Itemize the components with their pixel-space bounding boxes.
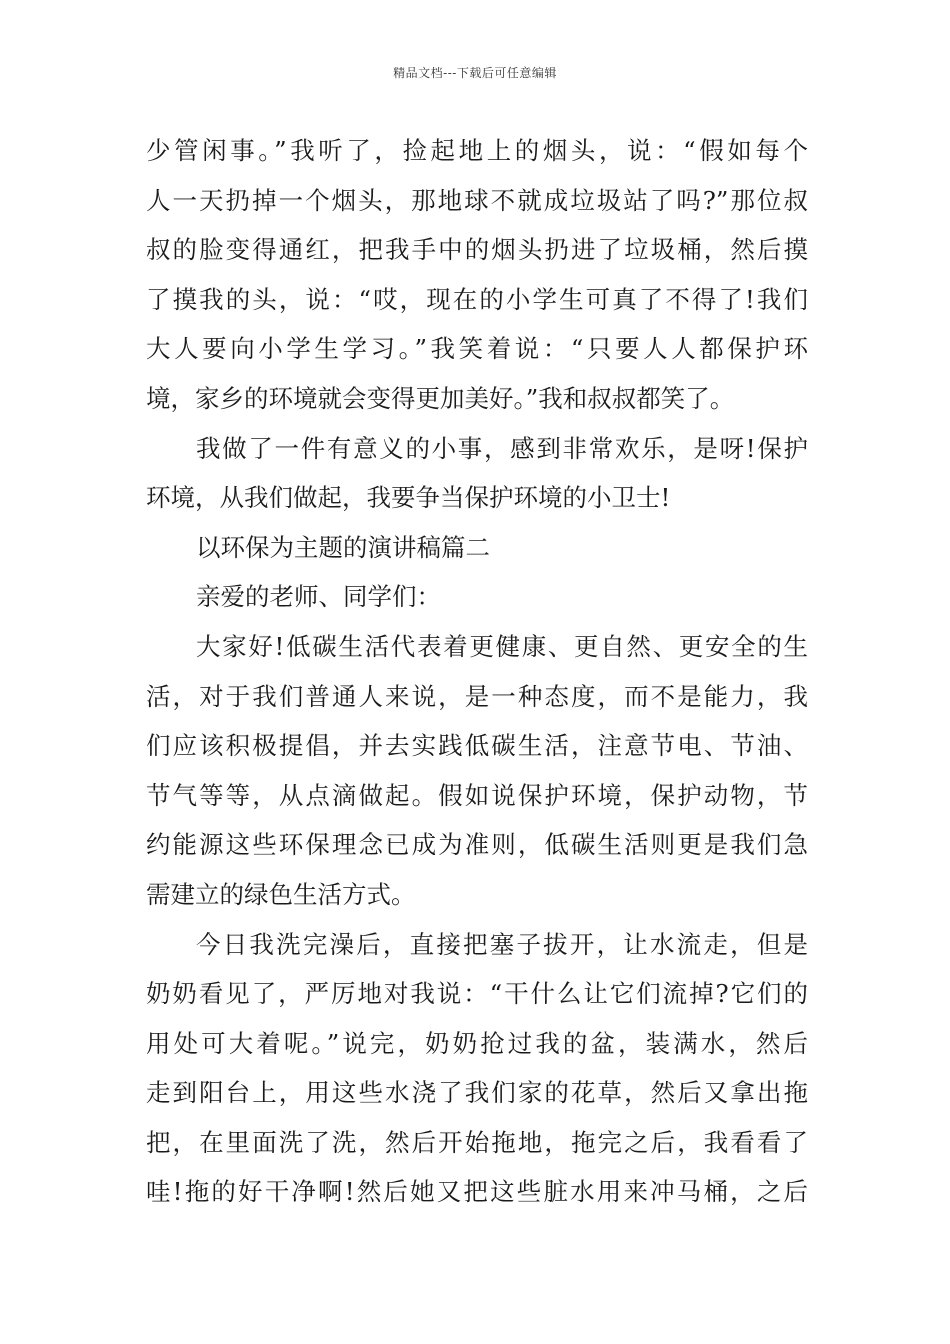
- text-line: 节气等等，从点滴做起。假如说保护环境，保护动物，节: [146, 780, 808, 810]
- document-body: [146, 126, 808, 1217]
- text-line: 走到阳台上，用这些水浇了我们家的花草，然后又拿出拖: [146, 1078, 808, 1108]
- text-line: 约能源这些环保理念已成为准则，低碳生活则更是我们急: [146, 830, 808, 860]
- text-line: 了摸我的头，说：“哎，现在的小学生可真了不得了!我们: [146, 284, 808, 314]
- text-line: 大人要向小学生学习。”我笑着说：“只要人人都保护环: [146, 334, 808, 364]
- text-line: 把，在里面洗了洗，然后开始拖地，拖完之后，我看看了: [146, 1127, 808, 1157]
- text-line: 大家好!低碳生活代表着更健康、更自然、更安全的生: [196, 631, 808, 661]
- text-line: 叔的脸变得通红，把我手中的烟头扔进了垃圾桶，然后摸: [146, 235, 808, 265]
- text-line: 人一天扔掉一个烟头，那地球不就成垃圾站了吗?”那位叔: [146, 185, 808, 215]
- text-line: 少管闲事。”我听了，捡起地上的烟头，说：“假如每个: [146, 136, 808, 165]
- text-line: 活，对于我们普通人来说，是一种态度，而不是能力，我: [146, 681, 808, 711]
- text-line: 需建立的绿色生活方式。: [146, 879, 416, 909]
- text-line: 环境，从我们做起，我要争当保护环境的小卫士!: [146, 483, 671, 513]
- text-line: 境，家乡的环境就会变得更加美好。”我和叔叔都笑了。: [146, 383, 735, 413]
- text-line: 用处可大着呢。”说完，奶奶抢过我的盆，装满水，然后: [146, 1028, 808, 1058]
- text-line: 奶奶看见了，严厉地对我说：“干什么让它们流掉?它们的: [146, 979, 808, 1009]
- text-line: 以环保为主题的演讲稿篇二: [196, 532, 490, 562]
- page-header: 精品文档---下载后可任意编辑: [393, 66, 557, 80]
- text-line: 今日我洗完澡后，直接把塞子拔开，让水流走，但是: [196, 929, 808, 959]
- text-line: 亲爱的老师、同学们：: [196, 582, 441, 612]
- text-line: 我做了一件有意义的小事，感到非常欢乐，是呀!保护: [196, 433, 808, 463]
- text-line: 哇!拖的好干净啊!然后她又把这些脏水用来冲马桶，之后: [146, 1177, 808, 1207]
- text-line: 们应该积极提倡，并去实践低碳生活，注意节电、节油、: [146, 731, 808, 761]
